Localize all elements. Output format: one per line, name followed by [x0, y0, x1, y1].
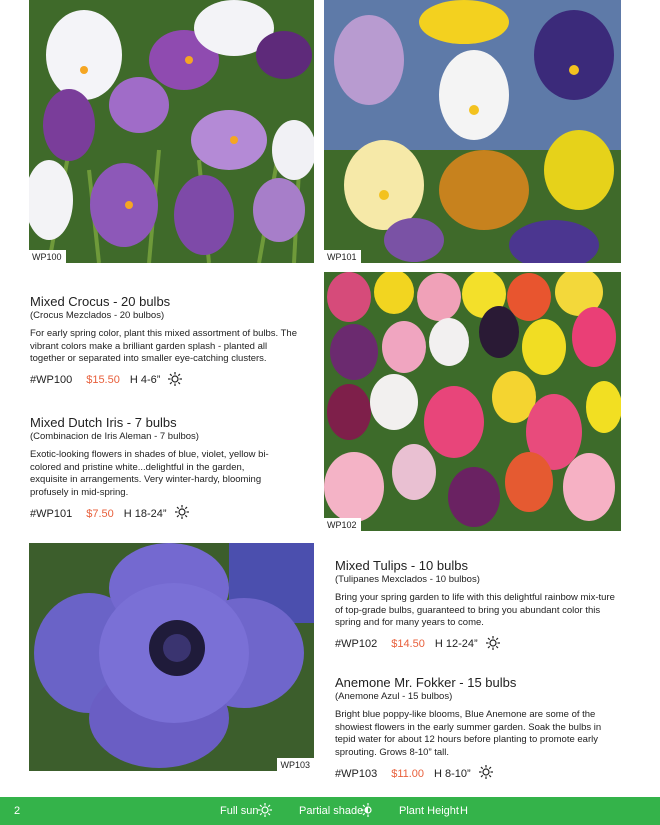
photo-tag: WP103: [277, 758, 314, 771]
photo-tag: WP102: [324, 518, 361, 531]
photo-tag: WP101: [324, 250, 361, 263]
plant-height-symbol: H: [460, 805, 468, 817]
product-description: Exotic-looking flowers in shades of blue, violet, yellow bi-colored and pristine white...delightful in the garden, exquisite in arrangements. Very winter-hardy, blooming profusely in mid-spring.: [30, 449, 269, 498]
product-sku: #WP101: [30, 507, 73, 520]
product-title: Mixed Tulips - 10 bulbs: [335, 558, 468, 573]
partial-shade-legend-label: Partial shade: [299, 805, 364, 817]
product-price: $15.50: [86, 374, 120, 386]
product-tulips: [335, 558, 615, 653]
product-title: Mixed Crocus - 20 bulbs: [30, 294, 171, 309]
product-alt-name: (Crocus Mezclados - 20 bulbos): [30, 310, 165, 321]
product-crocus: [30, 294, 300, 389]
product-height: H 4-6”: [129, 374, 161, 386]
full-sun-icon: [168, 372, 182, 389]
product-alt-name: (Anemone Azul - 15 bulbos): [335, 691, 453, 702]
product-iris: [30, 415, 280, 522]
page-number: 2: [14, 805, 21, 817]
product-anemone: [335, 675, 615, 782]
full-sun-icon: [486, 636, 500, 653]
product-price: $7.50: [86, 507, 114, 520]
photo-tag: WP100: [29, 250, 66, 263]
product-price: $11.00: [391, 767, 425, 780]
tulips-photo: [324, 272, 621, 531]
product-description: For early spring color, plant this mixed assortment of bulbs. The vibrant colors make a brilliant garden splash - planted all together or separated into smaller eye-catching clusters.: [30, 328, 298, 364]
plant-height-legend-label: Plant Height: [399, 805, 459, 817]
iris-photo: [324, 0, 621, 263]
product-description: Bring your spring garden to life with this delightful rainbow mix-ture of top-grade bulbs, guaranteed to bring you abundant color this spring and for many years to come.: [335, 592, 615, 628]
product-sku: #WP102: [335, 638, 378, 650]
crocus-photo: [29, 0, 314, 263]
product-price: $14.50: [391, 638, 425, 650]
product-alt-name: (Tulipanes Mexclados - 10 bulbos): [335, 574, 480, 585]
full-sun-icon: [479, 765, 493, 782]
product-height: H 8-10”: [434, 767, 471, 780]
product-alt-name: (Combinacion de Iris Aleman - 7 bulbos): [30, 431, 199, 442]
footer-bar: [0, 797, 660, 825]
product-title: Mixed Dutch Iris - 7 bulbs: [30, 415, 177, 430]
full-sun-icon: [258, 803, 272, 820]
full-sun-legend-label: Full sun: [220, 805, 259, 817]
partial-shade-icon: [361, 803, 375, 820]
full-sun-icon: [175, 505, 189, 522]
product-title: Anemone Mr. Fokker - 15 bulbs: [335, 675, 517, 690]
product-sku: #WP103: [335, 767, 378, 780]
product-description: Bright blue poppy-like blooms, Blue Anemone are some of the showiest flowers in the early summer garden. Soak the bulbs in tepid water for about 12 hours before planting to promote early sprouting. Grows 8-10” tall.: [335, 709, 602, 758]
product-height: H 12-24”: [434, 638, 478, 650]
anemone-photo: [29, 543, 314, 771]
product-sku: #WP100: [30, 374, 73, 386]
product-height: H 18-24”: [123, 507, 167, 520]
